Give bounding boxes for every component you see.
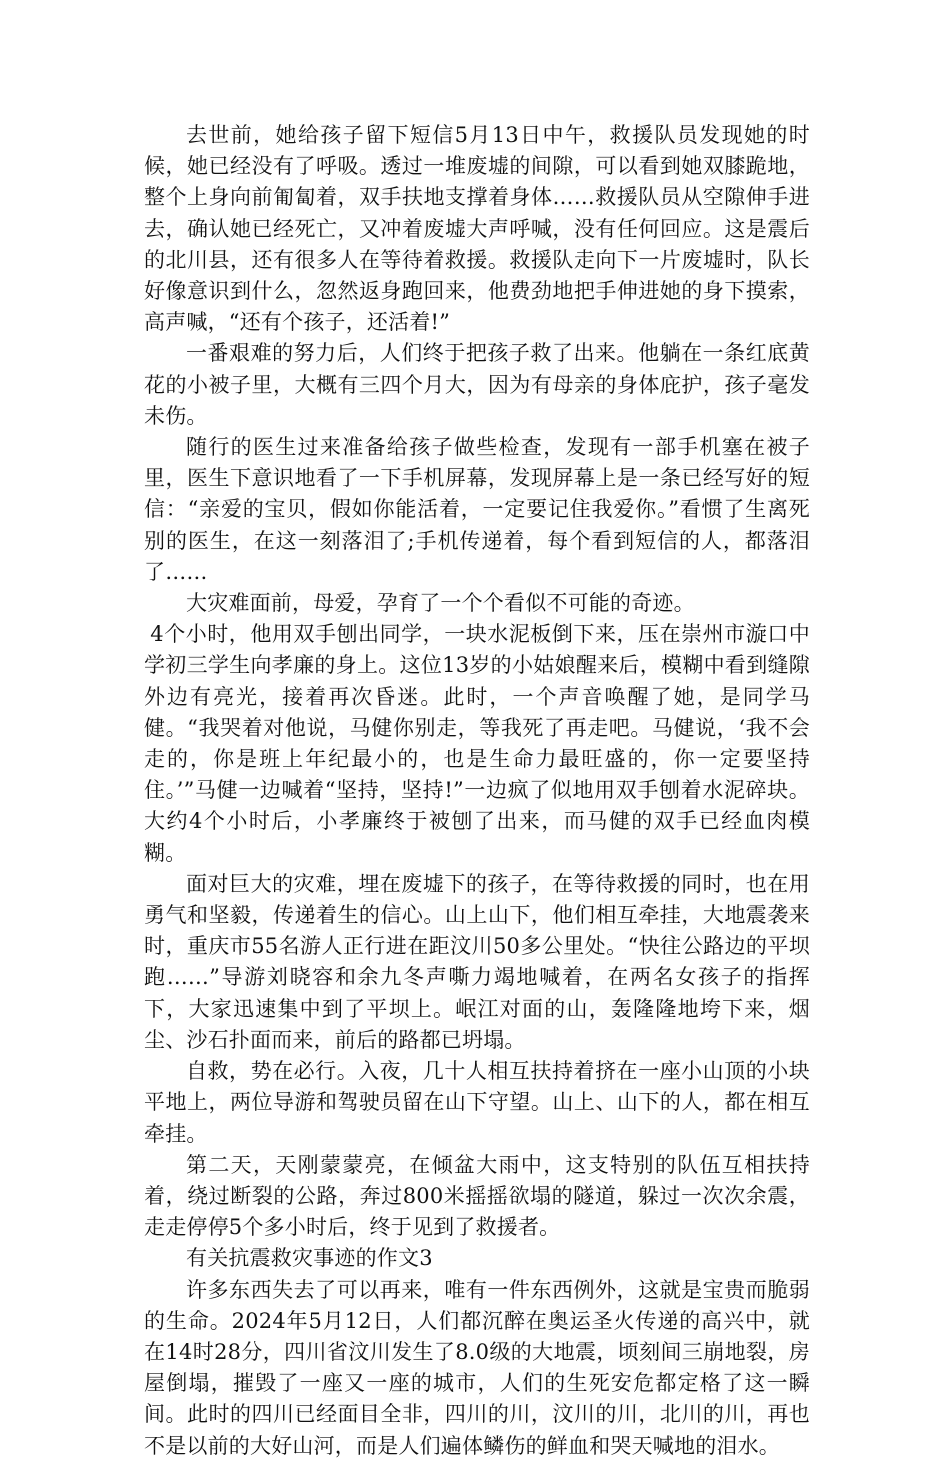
- section-heading: 有关抗震救灾事迹的作文3: [186, 1246, 433, 1271]
- document-body: [144, 120, 810, 1462]
- paragraph: 自救，势在必行。入夜，几十人相互扶持着挤在一座小山顶的小块平地上，两位导游和驾驶员留在山下守望。山上、山下的人，都在相互牵挂。: [144, 1059, 810, 1146]
- paragraph: 许多东西失去了可以再来，唯有一件东西例外，这就是宝贵而脆弱的生命。2024年5月12日，人们都沉醉在奥运圣火传递的高兴中，就在14时28分，四川省汶川发生了8.0级的大地震，顷刻间三崩地裂，房屋倒塌，摧毁了一座又一座的城市，人们的生死安危都定格了这一瞬间。此时的四川已经面目全非，四川的川，汶川的川，北川的川，再也不是以前的大好山河，而是人们遍体鳞伤的鲜血和哭天喊地的泪水。: [144, 1277, 810, 1458]
- paragraph: 第二天，天刚蒙蒙亮，在倾盆大雨中，这支特别的队伍互相扶持着，绕过断裂的公路，奔过800米摇摇欲塌的隧道，躲过一次次余震，走走停停5个多小时后，终于见到了救援者。: [144, 1152, 810, 1240]
- paragraph: 随行的医生过来准备给孩子做些检查，发现有一部手机塞在被子里，医生下意识地看了一下手机屏幕，发现屏幕上是一条已经写好的短信：“亲爱的宝贝，假如你能活着，一定要记住我爱你。”看惯了生离死别的医生，在这一刻落泪了;手机传递着，每个看到短信的人，都落泪了……: [144, 435, 810, 584]
- paragraph: 去世前，她给孩子留下短信5月13日中午，救援队员发现她的时候，她已经没有了呼吸。透过一堆废墟的间隙，可以看到她双膝跪地，整个上身向前匍匐着，双手扶地支撑着身体……救援队员从空隙伸手进去，确认她已经死亡，又冲着废墟大声呼喊，没有任何回应。这是震后的北川县，还有很多人在等待着救援。救援队走向下一片废墟时，队长好像意识到什么，忽然返身跑回来，他费劲地把手伸进她的身下摸索，高声喊，“还有个孩子，还活着!”: [144, 123, 810, 335]
- paragraph: 大灾难面前，母爱，孕育了一个个看似不可能的奇迹。: [186, 591, 695, 616]
- paragraph: 一番艰难的努力后，人们终于把孩子救了出来。他躺在一条红底黄花的小被子里，大概有三四个月大，因为有母亲的身体庇护，孩子毫发未伤。: [144, 341, 810, 428]
- paragraph: 4个小时，他用双手刨出同学，一块水泥板倒下来，压在崇州市漩口中学初三学生向孝廉的身上。这位13岁的小姑娘醒来后，模糊中看到缝隙外边有亮光，接着再次昏迷。此时，一个声音唤醒了她，是同学马健。“我哭着对他说，马健你别走，等我死了再走吧。马健说，‘我不会走的，你是班上年纪最小的，也是生命力最旺盛的，你一定要坚持住。’”马健一边喊着“坚持，坚持!”一边疯了似地用双手刨着水泥碎块。大约4个小时后，小孝廉终于被刨了出来，而马健的双手已经血肉模糊。: [144, 622, 810, 865]
- paragraph: 面对巨大的灾难，埋在废墟下的孩子，在等待救援的同时，也在用勇气和坚毅，传递着生的信心。山上山下，他们相互牵挂，大地震袭来时，重庆市55名游人正行进在距汶川50多公里处。“快往公路边的平坝跑……”导游刘晓容和余九冬声嘶力竭地喊着，在两名女孩子的指挥下，大家迅速集中到了平坝上。岷江对面的山，轰隆隆地垮下来，烟尘、沙石扑面而来，前后的路都已坍塌。: [144, 871, 810, 1052]
